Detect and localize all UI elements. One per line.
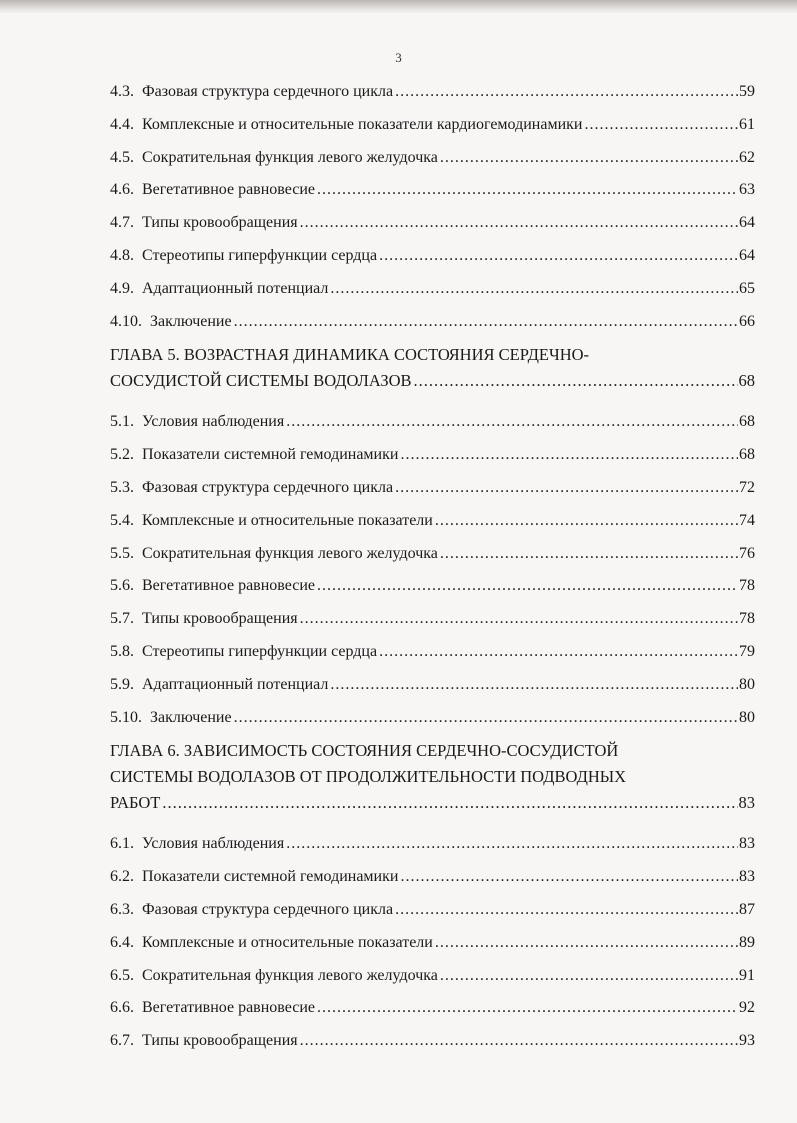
toc-entry [110, 640, 755, 673]
toc-entry [110, 706, 755, 739]
toc-leader-dots [317, 178, 738, 202]
toc-entry [110, 509, 755, 542]
toc-leader-dots [300, 211, 738, 235]
toc-entry-text [110, 865, 400, 889]
toc-entry-title: Заключение [150, 312, 232, 330]
toc-entry-page: 61 [739, 115, 755, 133]
toc-entry-title: Адаптационный потенциал [142, 675, 329, 693]
toc-entry-title: Фазовая структура сердечного цикла [142, 478, 394, 496]
toc-leader-dots [440, 146, 738, 170]
toc-entry [110, 542, 755, 575]
toc-leader-dots [440, 964, 738, 988]
toc-entry-number: 6.6. [110, 999, 134, 1017]
toc-leader-dots [234, 706, 738, 730]
toc-leader-dots [440, 542, 738, 566]
toc-entry-text [110, 640, 379, 664]
toc-entry-number: 4.5. [110, 148, 134, 166]
toc-entry-page: 63 [739, 181, 755, 199]
toc-entry-text [110, 673, 330, 697]
toc-entry-page: 72 [739, 478, 755, 496]
toc-entry-number: 5.9. [110, 675, 134, 693]
toc-entry-text [110, 244, 379, 268]
toc-leader-dots [400, 443, 738, 467]
toc-entry-number: 4.7. [110, 214, 134, 232]
toc-entry-number: 5.1. [110, 413, 134, 431]
toc-entry-number: 5.5. [110, 544, 134, 562]
toc-entry-number: 5.8. [110, 642, 134, 660]
toc-leader-dots [379, 640, 738, 664]
toc-entry-number: 6.7. [110, 1032, 134, 1050]
toc-entry-page: 66 [739, 312, 755, 330]
toc-entry-title: Вегетативное равновесие [142, 181, 316, 199]
toc-leader-dots [395, 80, 738, 104]
scan-edge [0, 0, 797, 14]
chapter-title-line: СИСТЕМЫ ВОДОЛАЗОВ ОТ ПРОДОЛЖИТЕЛЬНОСТИ ПОДВОДНЫХ [110, 767, 627, 787]
chapter-title-line: РАБОТ [110, 793, 161, 813]
toc-entry-page: 80 [739, 675, 755, 693]
toc-entry-page: 76 [739, 544, 755, 562]
toc-leader-dots [400, 865, 738, 889]
toc-leader-dots [300, 607, 738, 631]
toc-leader-dots [584, 113, 738, 137]
toc-entry-page: 83 [739, 868, 755, 886]
toc-entry [110, 80, 755, 113]
toc-entry-title: Сократительная функция левого желудочка [142, 148, 438, 166]
toc-entry-title: Стереотипы гиперфункции сердца [142, 246, 378, 264]
toc-entry-page: 68 [739, 446, 755, 464]
toc-entry-number: 4.3. [110, 83, 134, 100]
toc-entry-title: Заключение [150, 708, 232, 726]
toc-entry-text [110, 178, 317, 202]
toc-entry-title: Стереотипы гиперфункции сердца [142, 642, 378, 660]
toc-entry-title: Показатели системной гемодинамики [142, 446, 399, 464]
toc-leader-dots [330, 673, 738, 697]
toc-entry-text [110, 509, 435, 533]
toc-entry-text [110, 706, 234, 730]
toc-leader-dots [234, 310, 738, 334]
toc-entry-page: 64 [739, 214, 755, 232]
table-of-contents [110, 80, 755, 1062]
toc-entry-page: 93 [739, 1032, 755, 1050]
toc-entry-number: 4.4. [110, 115, 134, 133]
toc-entry-text [110, 1029, 300, 1053]
toc-entry-title: Типы кровообращения [142, 1032, 298, 1050]
chapter-title-line: ГЛАВА 6. ЗАВИСИМОСТЬ СОСТОЯНИЯ СЕРДЕЧНО-СОСУДИСТОЙ [110, 741, 619, 761]
toc-entry [110, 964, 755, 997]
toc-entry-text [110, 542, 440, 566]
toc-leader-dots [162, 790, 737, 816]
toc-entry-page: 74 [739, 511, 755, 529]
toc-entry-text [110, 310, 234, 334]
toc-leader-dots [435, 509, 738, 533]
toc-entry-number: 4.10. [110, 312, 142, 330]
toc-entry [110, 673, 755, 706]
chapter-title-line: ГЛАВА 5. ВОЗРАСТНАЯ ДИНАМИКА СОСТОЯНИЯ СЕРДЕЧНО- [110, 345, 590, 365]
toc-leader-dots [395, 898, 738, 922]
toc-entry-number: 5.4. [110, 511, 134, 529]
toc-entry-text [110, 898, 395, 922]
toc-entry [110, 996, 755, 1029]
toc-entry-title: Вегетативное равновесие [142, 999, 316, 1017]
toc-entry-page: 64 [739, 246, 755, 264]
toc-entry-page: 59 [739, 83, 755, 100]
toc-entry-number: 5.7. [110, 610, 134, 628]
toc-entry-page: 68 [739, 413, 755, 431]
toc-entry [110, 146, 755, 179]
toc-entry-title: Условия наблюдения [142, 835, 285, 853]
toc-entry-number: 5.2. [110, 446, 134, 464]
page-number: 3 [395, 50, 402, 65]
toc-chapter-page: 68 [738, 371, 755, 391]
toc-chapter-heading [110, 738, 755, 832]
toc-entry-title: Комплексные и относительные показатели [142, 511, 433, 529]
toc-entry-page: 91 [739, 966, 755, 984]
toc-entry-title: Вегетативное равновесие [142, 577, 316, 595]
toc-entry-number: 5.3. [110, 478, 134, 496]
toc-entry-number: 6.2. [110, 868, 134, 886]
toc-entry-page: 92 [739, 999, 755, 1017]
toc-entry [110, 443, 755, 476]
toc-entry [110, 832, 755, 865]
toc-entry [110, 865, 755, 898]
toc-entry-number: 4.8. [110, 246, 134, 264]
toc-entry-number: 6.4. [110, 933, 134, 951]
toc-entry-text [110, 832, 286, 856]
toc-entry-number: 4.9. [110, 279, 134, 297]
toc-entry-text [110, 964, 440, 988]
toc-entry-text [110, 443, 400, 467]
toc-entry [110, 931, 755, 964]
toc-entry-page: 83 [739, 835, 755, 853]
toc-entry-page: 80 [739, 708, 755, 726]
toc-entry-number: 4.6. [110, 181, 134, 199]
toc-entry-text [110, 146, 440, 170]
toc-entry-page: 62 [739, 148, 755, 166]
toc-entry [110, 113, 755, 146]
toc-entry-page: 78 [739, 577, 755, 595]
toc-entry-page: 89 [739, 933, 755, 951]
toc-entry-title: Сократительная функция левого желудочка [142, 544, 438, 562]
toc-entry-text [110, 211, 300, 235]
toc-entry-title: Типы кровообращения [142, 610, 298, 628]
toc-leader-dots [379, 244, 738, 268]
toc-entry-text [110, 996, 317, 1020]
toc-entry-text [110, 80, 395, 104]
toc-entry-title: Комплексные и относительные показатели [142, 933, 433, 951]
toc-entry-text [110, 113, 584, 137]
toc-entry [110, 244, 755, 277]
toc-chapter-heading [110, 342, 755, 410]
toc-entry [110, 476, 755, 509]
toc-entry [110, 178, 755, 211]
toc-entry [110, 211, 755, 244]
toc-entry-page: 79 [739, 642, 755, 660]
toc-entry [110, 410, 755, 443]
toc-entry-text [110, 607, 300, 631]
toc-chapter-page: 83 [738, 793, 755, 813]
toc-entry-number: 6.1. [110, 835, 134, 853]
toc-entry [110, 310, 755, 343]
toc-leader-dots [286, 832, 738, 856]
toc-entry-page: 87 [739, 900, 755, 918]
toc-entry-title: Сократительная функция левого желудочка [142, 966, 438, 984]
toc-leader-dots [317, 574, 738, 598]
toc-leader-dots [330, 277, 738, 301]
toc-entry-text [110, 931, 435, 955]
toc-entry-title: Адаптационный потенциал [142, 279, 329, 297]
toc-entry-text [110, 574, 317, 598]
toc-leader-dots [435, 931, 738, 955]
toc-entry-number: 6.3. [110, 900, 134, 918]
toc-leader-dots [395, 476, 738, 500]
toc-entry-title: Типы кровообращения [142, 214, 298, 232]
toc-entry [110, 574, 755, 607]
toc-entry-text [110, 410, 286, 434]
toc-entry-number: 5.10. [110, 708, 142, 726]
toc-entry [110, 277, 755, 310]
toc-entry-page: 65 [739, 279, 755, 297]
toc-entry-number: 6.5. [110, 966, 134, 984]
toc-entry-page: 78 [739, 610, 755, 628]
toc-entry-title: Фазовая структура сердечного цикла [142, 83, 394, 100]
toc-entry-title: Комплексные и относительные показатели кардиогемодинамики [142, 115, 583, 133]
toc-leader-dots [317, 996, 738, 1020]
chapter-title-line: СОСУДИСТОЙ СИСТЕМЫ ВОДОЛАЗОВ [110, 371, 412, 391]
toc-leader-dots [414, 368, 738, 394]
toc-leader-dots [286, 410, 738, 434]
toc-entry [110, 1029, 755, 1062]
toc-entry-text [110, 476, 395, 500]
toc-entry [110, 898, 755, 931]
toc-leader-dots [300, 1029, 738, 1053]
toc-entry-text [110, 277, 330, 301]
toc-entry [110, 607, 755, 640]
toc-entry-title: Показатели системной гемодинамики [142, 868, 399, 886]
toc-entry-title: Условия наблюдения [142, 413, 285, 431]
toc-entry-title: Фазовая структура сердечного цикла [142, 900, 394, 918]
toc-entry-number: 5.6. [110, 577, 134, 595]
